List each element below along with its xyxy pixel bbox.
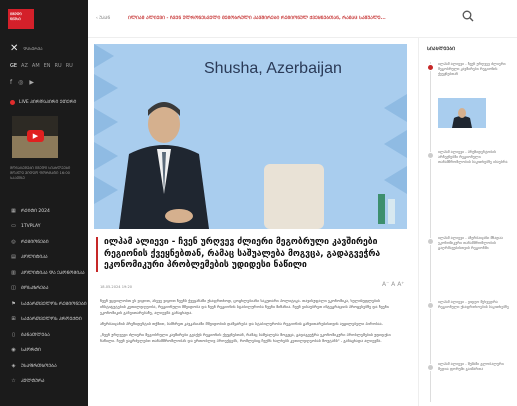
map-icon: ⊞ xyxy=(11,316,16,323)
lang-ge[interactable]: GE xyxy=(10,63,18,69)
sidebar-nav-item[interactable] xyxy=(0,327,88,343)
sidebar-nav-label: ᲞᲝᲚᲘᲢᲘᲙᲐ ᲓᲐ ᲔᲙᲝᲜᲝᲛᲘᲙᲐ xyxy=(21,270,85,276)
social-links xyxy=(10,79,34,86)
font-size-controls[interactable]: A⁻ A A⁺ xyxy=(382,281,405,288)
timeline-bullet-icon xyxy=(427,364,434,371)
news-feed-item-text: ილჰამ ალიევი - შუშაში გლობალური მედია ფორუმი გაიმართა xyxy=(438,362,504,372)
news-feed-item-text: ილჰამ ალიევი - ჩვენ ურღვევ ძლიერი მეგობრული კავშირები რეგიონის ქვეყნებთან xyxy=(438,62,506,77)
youtube-icon[interactable]: ▶ xyxy=(29,79,34,86)
sidebar-nav-item[interactable] xyxy=(0,296,88,312)
close-label: ᲓᲐᲮᲣᲠᲕᲐ xyxy=(23,45,43,51)
sidebar xyxy=(0,0,88,406)
sidebar-nav-item[interactable] xyxy=(0,203,88,219)
sidebar-nav-label: ᲠᲔᲒᲘᲝᲜᲔᲑᲘ xyxy=(21,239,49,245)
article-paragraph: „ჩვენ ურღვევი ძლიერი მეგობრული კავშირები გვაქვს რეგიონის ქვეყნებთან, რამაც საშუალება მოგვცა, გადაგვეჭრა ეკონომიკური პრობლემების უდიდესი ნაწილი. ჩვენ ვაგრძელებთ თანამშრომლობას და ერთობლივ პროექტებს, რომლებიც ჩვენს ხალხებს კეთილდღეობას მოუტანს" - განაცხადა ალიევმა. xyxy=(100,332,391,343)
sidebar-nav-item[interactable] xyxy=(0,312,88,328)
article-photo xyxy=(94,44,407,229)
sidebar-nav-item[interactable] xyxy=(0,343,88,359)
chat-icon: ◫ xyxy=(11,285,16,292)
play-icon[interactable]: ▶ xyxy=(27,130,44,142)
calendar-icon: ▦ xyxy=(11,207,16,214)
globe-icon: ◎ xyxy=(11,238,16,245)
sidebar-nav-item[interactable] xyxy=(0,358,88,374)
news-feed-item-text: ილჰამ ალიევი - ვიდეო შეხვედრა რეგიონული უსაფრთხოების საკითხებზე xyxy=(438,300,509,310)
timeline-bullet-icon xyxy=(427,238,434,245)
sidebar-nav-item[interactable] xyxy=(0,250,88,266)
live-label: LIVE ᲞᲘᲠᲓᲐᲞᲘᲠᲘ ᲔᲗᲔᲠᲘ xyxy=(19,100,77,105)
flag-icon: ⚑ xyxy=(11,300,16,307)
lang-en[interactable]: EN xyxy=(43,63,51,69)
news-feed-title: ᲡᲘᲐᲮᲚᲔᲔᲑᲘ xyxy=(427,47,456,52)
lang-ru-2[interactable]: RU xyxy=(65,63,73,69)
news-ticker[interactable]: ᲘᲚᲘᲐᲛ ᲐᲚᲘᲔᲕᲘ - ᲩᲕᲔᲜ ᲣᲚᲠᲝᲜᲔᲡᲕᲔᲚᲘ ᲛᲔᲒᲝᲑᲠᲣᲚᲘ ᲙᲐᲕᲨᲘᲠᲔᲑᲘ ᲠᲔᲒᲘᲝᲜᲣᲚ ᲥᲕᲔᲧᲜᲔᲑᲗᲐᲜ, ᲠᲐᲛᲐᲪ ᲡᲐᲨᲣᲐᲚᲔ... xyxy=(128,16,386,21)
article-body xyxy=(100,298,403,349)
news-feed-item-text: ილჰამ ალიევი - პრეზიდენტობის არჩევნებში რეგიონული თანამშრომლობის საკითხებზე ისაუბრა xyxy=(438,150,508,165)
lang-am[interactable]: AM xyxy=(31,63,40,69)
article xyxy=(88,38,418,406)
sport-icon: ◉ xyxy=(11,347,16,354)
search-icon[interactable] xyxy=(462,10,474,25)
sidebar-nav-label: 1TVPLAY xyxy=(21,223,41,229)
news-feed-item-text: ილჰამ ალიევი - აზერბაიჯანი მზადაა ეკონომიკური თანამშრომლობის გაღრმავებისთვის რეგიონში xyxy=(438,236,503,251)
sidebar-nav-label: ᲡᲞᲝᲠᲢᲘ xyxy=(21,348,41,354)
close-menu-button[interactable] xyxy=(10,43,43,54)
timeline-line xyxy=(430,62,431,402)
back-link[interactable]: ‹ ᲣᲙᲐᲜ xyxy=(96,16,111,21)
sidebar-nav-item[interactable] xyxy=(0,265,88,281)
video-caption: ᲛᲝᲜᲐᲪᲔᲛᲔᲑᲘ ᲘᲛᲔᲓᲘ ᲡᲘᲐᲮᲚᲔᲔᲑᲘ ᲛᲝᲙᲚᲔ ᲕᲘᲓᲔᲝ ᲤᲝᲠᲛᲐᲢᲘ 16:00 ᲡᲐᲐᲗᲖᲔ xyxy=(10,166,71,180)
close-icon: ✕ xyxy=(10,43,19,54)
article-date: 18.05.2024 19:20 xyxy=(100,285,133,289)
sidebar-nav-label: ᲠᲔᲘᲢᲘ 2024 xyxy=(21,208,50,214)
article-paragraph: აზერბაიჯანის პრეზიდენტის თქმით, სამხრეთ კავკასიაში მშვიდობის დამყარება და სტაბილურობა რეგიონის განვითარებისთვის აუცილებელი პირობაა. xyxy=(100,321,383,326)
sidebar-nav-label: ᲞᲝᲚᲘᲢᲘᲙᲐ xyxy=(21,255,48,261)
chart-icon: ▥ xyxy=(11,269,16,276)
site-logo[interactable]: ᲘᲛᲔᲓᲘ ᲜᲘᲣᲡᲘ xyxy=(8,9,34,29)
sidebar-nav-label: ᲛᲝᲡᲐᲖᲠᲔᲑᲐ xyxy=(21,286,49,292)
sidebar-nav-item[interactable] xyxy=(0,219,88,235)
live-dot-icon xyxy=(10,100,15,105)
news-feed-thumbnail[interactable] xyxy=(438,98,486,128)
instagram-icon[interactable]: ◎ xyxy=(18,79,24,86)
sidebar-nav-label: ᲣᲡᲐᲤᲠᲗᲮᲝᲔᲑᲐ xyxy=(21,363,57,369)
newspaper-icon: ▤ xyxy=(11,254,16,261)
facebook-icon[interactable]: f xyxy=(10,79,13,86)
live-button[interactable] xyxy=(10,99,76,105)
photo-backdrop-text: Shusha, Azerbaijan xyxy=(204,60,342,77)
sidebar-nav-item[interactable] xyxy=(0,234,88,250)
sidebar-nav-item[interactable] xyxy=(0,281,88,297)
sidebar-nav-label: ᲡᲐᲥᲐᲠᲗᲕᲔᲚᲝᲡ ᲠᲔᲒᲘᲝᲜᲔᲑᲘ xyxy=(21,301,87,307)
timeline-bullet-icon xyxy=(427,152,434,159)
star-icon: ☆ xyxy=(11,378,16,385)
book-icon: ▯ xyxy=(12,331,15,338)
video-thumbnail[interactable] xyxy=(12,116,58,158)
timeline-bullet-icon xyxy=(427,64,434,71)
timeline-bullet-icon xyxy=(427,302,434,309)
language-switcher xyxy=(10,63,73,69)
article-headline: ილჰამ ალიევი - ჩვენ ურღვევ ძლიერი მეგობრული კავშირები რეგიონის ქვეყნებთან, რამაც საშუალება მოგვცა, გადაგვეჭრა ეკონომიკური პრობლემების უდიდესი ნაწილი xyxy=(96,237,406,272)
sidebar-nav-item[interactable] xyxy=(0,374,88,390)
lang-ru[interactable]: RU xyxy=(54,63,62,69)
article-paragraph: ჩვენ ვცდილობთ ეს ვიყოთ, ასევე ვიყოთ ჩვენს ქვეყანაში უსაფრთხოდ, ცოცხლებიანი საკუთარი პოლიტიკა. თავისუფალი ეკონომიკა, ხელისუფლების ინსტიტუტების კეთილდღეობა, რეგიონული მშვიდობა და ჩვენ რეგიონის სტაბილურობა ჩვენი მიზანია. ჩვენ ვისაუბრეთ ინტეგრაციის პროცესებზე და ჩვენი ეკონომიკის განვითარებაზე, ალიევმა განაცხადა. xyxy=(100,298,389,315)
sidebar-nav xyxy=(0,203,88,389)
sidebar-nav-label: ᲒᲐᲜᲐᲗᲚᲔᲑᲐ xyxy=(21,332,50,338)
shield-icon: ◈ xyxy=(11,362,16,369)
lang-az[interactable]: AZ xyxy=(21,63,28,69)
sidebar-nav-label: ᲡᲐᲥᲐᲠᲗᲕᲔᲚᲝᲡ ᲞᲠᲝᲔᲥᲢᲘ xyxy=(21,317,82,323)
news-feed xyxy=(418,38,517,406)
tv-icon: ▭ xyxy=(11,223,16,230)
topbar xyxy=(88,0,517,38)
sidebar-nav-label: ᲙᲣᲚᲢᲣᲠᲐ xyxy=(21,379,45,385)
